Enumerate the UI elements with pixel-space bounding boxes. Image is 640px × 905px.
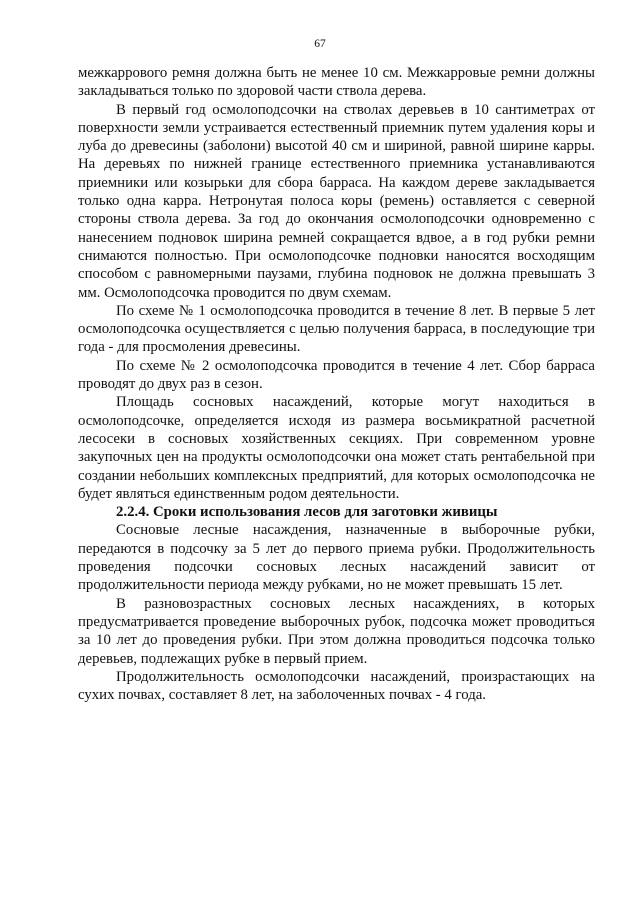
paragraph: По схеме № 1 осмолоподсочка проводится в течение 8 лет. В первые 5 лет осмолоподсочка осуществляется с целью получения барраса, в последующие три года - для просмоления древесины.: [78, 302, 595, 356]
body-text: [78, 64, 595, 704]
paragraph: По схеме № 2 осмолоподсочка проводится в течение 4 лет. Сбор барраса проводят до двух раз в сезон.: [78, 357, 595, 393]
paragraph: Площадь сосновых насаждений, которые могут находиться в осмолоподсочке, определяется исходя из размера восьмикратной расчетной лесосеки в сосновых хозяйственных секциях. При современном уровне закупочных цен на продукты осмолоподсочки она может стать рентабельной при создании небольших комплексных предприятий, для которых осмолоподсочка не будет являться единственным родом деятельности.: [78, 394, 595, 502]
paragraph: Сосновые лесные насаждения, назначенные в выборочные рубки, передаются в подсочку за 5 лет до первого приема рубки. Продолжительность проведения подсочки сосновых лесных насаждений зависит от продолжительности периода между рубками, но не может превышать 15 лет.: [78, 522, 595, 594]
paragraph: В разновозрастных сосновых лесных насаждениях, в которых предусматривается проведение выборочных рубок, подсочка может проводиться за 10 лет до проведения рубки. При этом должна проводиться подсочка только деревьев, подлежащих рубке в первый прием.: [78, 595, 595, 667]
section-heading: 2.2.4. Сроки использования лесов для заготовки живицы: [116, 504, 498, 521]
paragraph: межкаррового ремня должна быть не менее 10 см. Межкарровые ремни должны закладываться только по здоровой части ствола дерева.: [78, 65, 595, 100]
paragraph: Продолжительность осмолоподсочки насаждений, произрастающих на сухих почвах, составляет 8 лет, на заболоченных почвах - 4 года.: [78, 668, 595, 704]
paragraph: В первый год осмолоподсочки на стволах деревьев в 10 сантиметрах от поверхности земли устраивается естественный приемник путем удаления коры и луба до древесины (заболони) высотой 40 см и шириной, равной ширине карры. На деревьях по нижней границе естественного приемника устанавливаются приемники или козырьки для сбора барраса. На каждом дереве закладывается только одна карра. Нетронутая полоса коры (ремень) оставляется с северной стороны ствола дерева. За год до окончания осмолоподсочки одновременно с нанесением подновок ширина ремней сокращается вдвое, а в год рубки ремни снимаются полностью. При осмолоподсочке подновки наносятся восходящим способом с равномерными паузами, глубина подновок не должна превышать 3 мм. Осмолоподсочка проводится по двум схемам.: [78, 101, 595, 301]
page-number: 67: [314, 38, 326, 50]
